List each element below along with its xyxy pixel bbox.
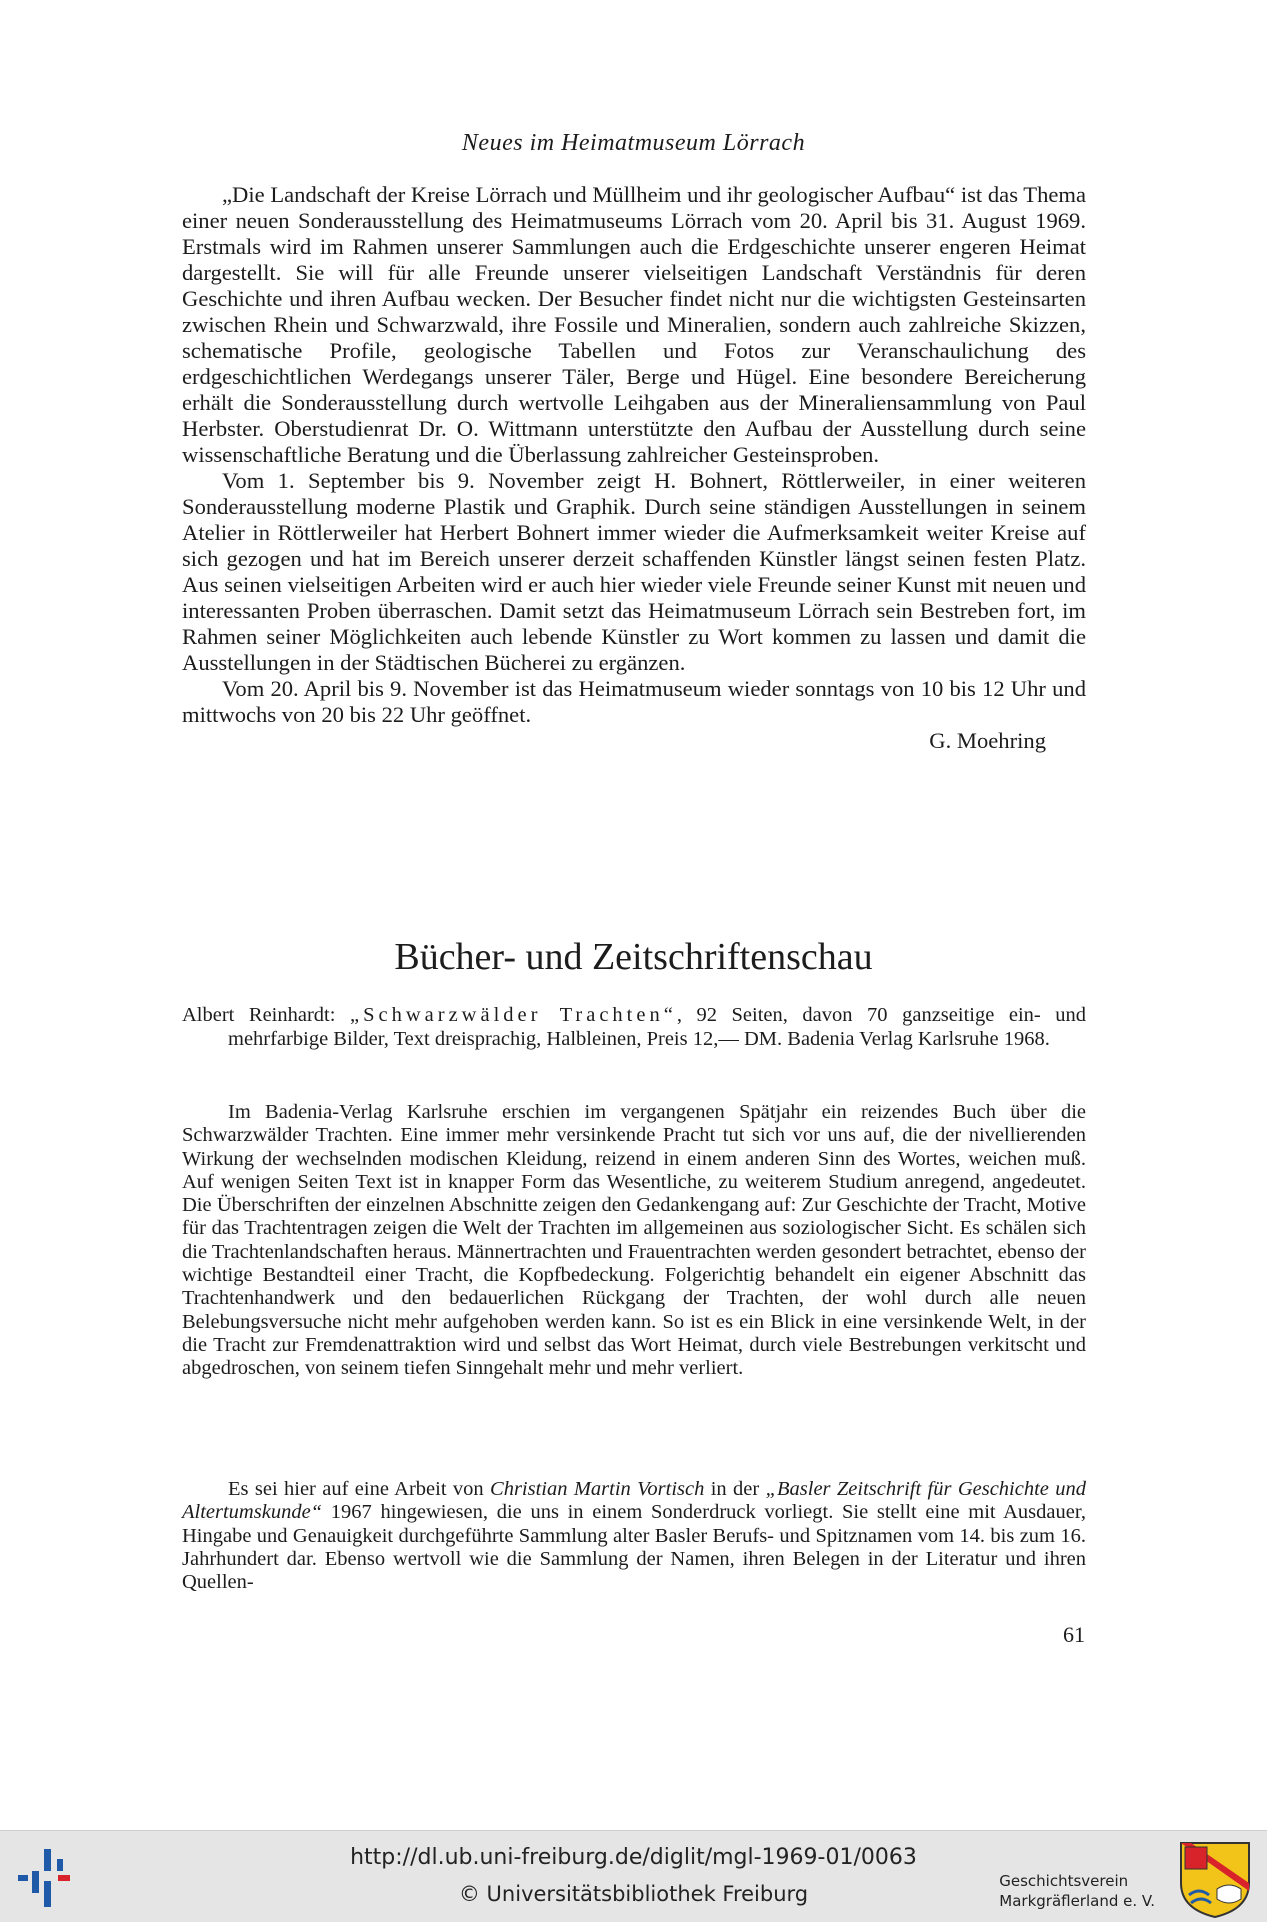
section-title: Bücher- und Zeitschriftenschau: [394, 936, 873, 978]
review-author-name: Christian Martin Vortisch: [490, 1478, 705, 1500]
article-body: [182, 182, 1086, 754]
article-author: G. Moehring: [929, 728, 1046, 753]
review-text-span: Es sei hier auf eine Arbeit von: [228, 1478, 491, 1500]
copyright-notice: © Universitätsbibliothek Freiburg: [458, 1882, 809, 1906]
page-number: 61: [1063, 1622, 1085, 1647]
bib-author: Albert Reinhardt:: [182, 1004, 350, 1026]
society-name: [999, 1871, 1155, 1911]
review-text-span: 1967 hingewiesen, die uns in einem Sonderdruck vorliegt. Sie stellt eine mit Ausdauer, Hingabe und Genauigkeit durchgeführte Sammlung alter Basler Berufs- und Spitznamen vom 14. bis zum 16. Jahrhundert dar. Ebenso wertvoll wie die Sammlung der Namen, ihren Belegen in der Literatur und ihren Quellen-: [182, 1501, 1086, 1594]
review-paragraph: [182, 1478, 1086, 1594]
review-journal-name: „Basler Zeitschrift für Geschichte und Altertumskunde“: [182, 1478, 1087, 1524]
society-name-line: Markgräflerland e. V.: [999, 1892, 1155, 1910]
review-paragraph: Im Badenia-Verlag Karlsruhe erschien im vergangenen Spätjahr ein reizendes Buch über die Schwarzwälder Trachten. Eine immer mehr versinkende Pracht tut sich vor uns auf, die der nivellierenden Wirkung der wechselnden modischen Kleidung, reizend in einem anderen Sinn des Wortes, weichen muß. Auf wenigen Seiten Text ist in knapper Form das Wesentliche, zu weiterem Studium anregend, angedeutet. Die Überschriften der einzelnen Abschnitte zeigen den Gedankengang auf: Zur Geschichte der Tracht, Motive für das Trachtentragen zeigen die Welt der Trachten im allgemeinen aus soziologischer Sicht. Es schälen sich die Trachtenlandschaften heraus. Männertrachten und Frauentrachten werden gesondert betrachtet, ebenso der wichtige Bestandteil einer Tracht, die Kopfbedeckung. Folgerichtig behandelt ein eigener Abschnitt das Trachtenhandwerk und den bedauerlichen Rückgang der Trachten, der wohl durch alle neuen Belebungsversuche nicht mehr aufgehoben werden kann. So ist es ein Blick in eine versinkende Welt, in der die Tracht zur Fremdenattraktion wird und selbst das Wort Heimat, durch viele Bestrebungen verkitscht und abgedroschen, von seinem tiefen Sinngehalt mehr und mehr verliert.: [182, 1101, 1086, 1380]
bib-details: , 92 Seiten, davon 70 ganzseitige ein- und mehrfarbige Bilder, Text dreisprachig, Halbleinen, Preis 12,— DM. Badenia Verlag Karlsruhe 1968.: [228, 1004, 1086, 1050]
running-head: Neues im Heimatmuseum Lörrach: [461, 130, 806, 156]
bibliographic-entry: [182, 1003, 1086, 1051]
article-paragraph: Vom 20. April bis 9. November ist das Heimatmuseum wieder sonntags von 10 bis 12 Uhr und mittwochs von 20 bis 22 Uhr geöffnet.: [182, 676, 1086, 727]
review-text: [182, 1101, 1086, 1381]
viewer-footer: [0, 1830, 1267, 1922]
article-paragraph: Vom 1. September bis 9. November zeigt H. Bohnert, Röttlerweiler, in einer weiteren Sonderausstellung moderne Plastik und Graphik. Durch seine ständigen Ausstellungen in seinem Atelier in Röttlerweiler hat Herbert Bohnert immer wieder die Aufmerksamkeit weiter Kreise auf sich gezogen und hat im Bereich unserer derzeit schaffenden Künstler längst seinen festen Platz. Aus seinen vielseitigen Arbeiten wird er auch hier wieder viele Freunde seiner Kunst mit neuen und interessanten Proben überraschen. Damit setzt das Heimatmuseum Lörrach sein Bestreben fort, im Rahmen seiner Möglichkeiten auch lebende Künstler zu Wort kommen zu lassen und damit die Ausstellungen in der Städtischen Bücherei zu ergänzen.: [182, 468, 1086, 675]
coat-of-arms-icon: [1177, 1839, 1253, 1919]
review-text-span: in der: [704, 1478, 766, 1500]
article-paragraph: „Die Landschaft der Kreise Lörrach und Müllheim und ihr geologischer Aufbau“ ist das Thema einer neuen Sonderausstellung des Heimatmuseums Lörrach vom 20. April bis 31. August 1969. Erstmals wird im Rahmen unserer Sammlungen auch die Erdgeschichte unserer engeren Heimat dargestellt. Sie will für alle Freunde unserer vielseitigen Landschaft Verständnis für deren Geschichte und ihren Aufbau wecken. Der Besucher findet nicht nur die wichtigsten Gesteinsarten zwischen Rhein und Schwarzwald, ihre Fossile und Mineralien, sondern auch zahlreiche Skizzen, schematische Profile, geologische Tabellen und Fotos zur Veranschaulichung des erdgeschichtlichen Werdegangs unserer Täler, Berge und Hügel. Eine besondere Bereicherung erhält die Sonderausstellung durch wertvolle Leihgaben aus der Mineraliensammlung von Paul Herbster. Oberstudienrat Dr. O. Wittmann unterstützte den Aufbau der Ausstellung durch seine wissenschaftliche Beratung und die Überlassung zahlreicher Gesteinsproben.: [182, 182, 1086, 467]
bib-title: „Schwarzwälder Trachten“: [349, 1004, 677, 1026]
society-name-line: Geschichtsverein: [999, 1872, 1129, 1890]
review-text: [182, 1478, 1086, 1594]
permalink-url[interactable]: http://dl.ub.uni-freiburg.de/diglit/mgl-1969-01/0063: [350, 1845, 917, 1870]
